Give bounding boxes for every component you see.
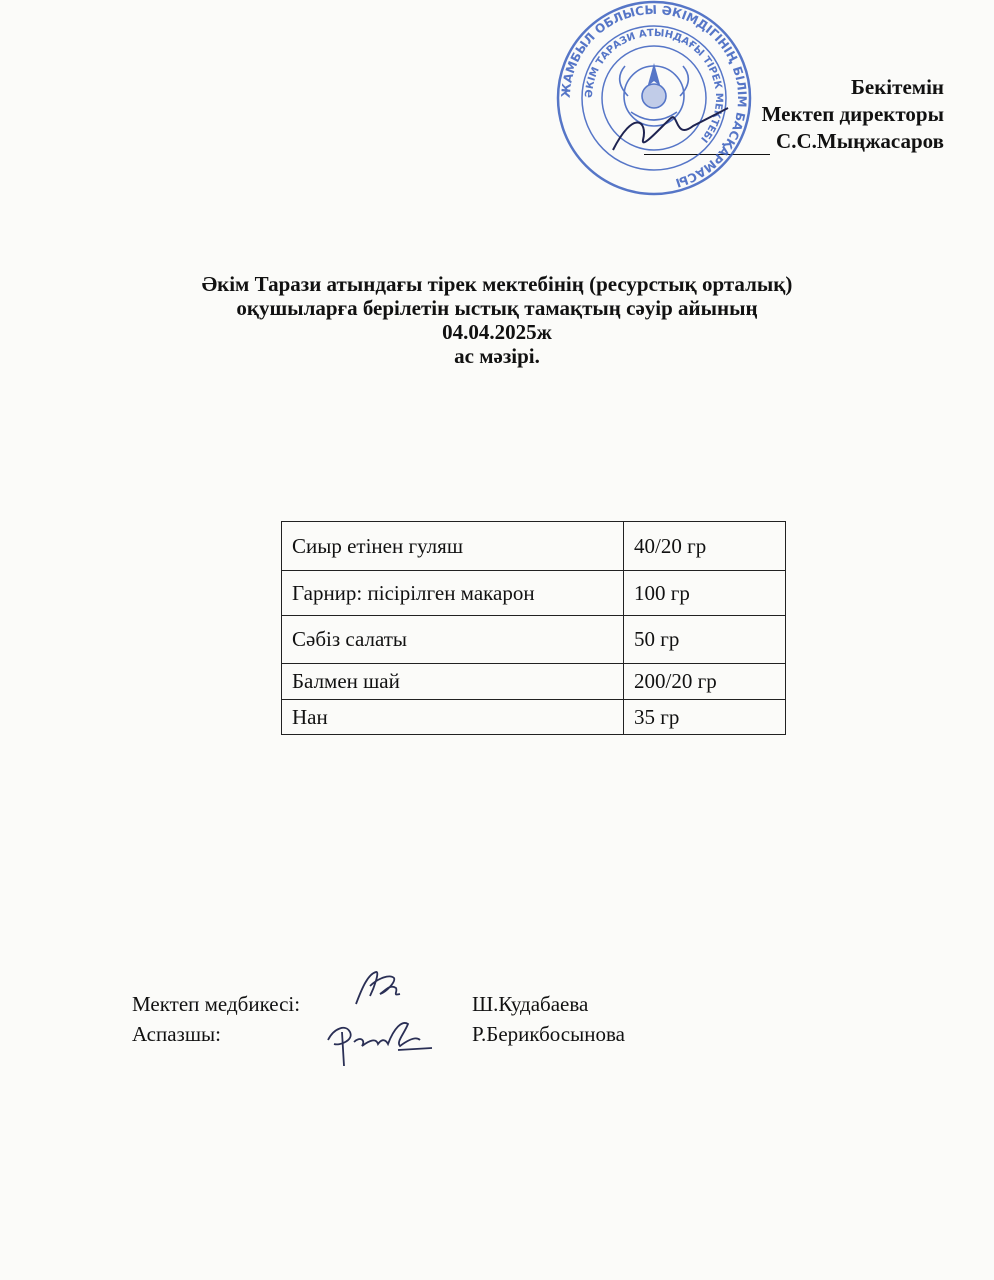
portion-cell: 35 гр: [624, 700, 786, 735]
dish-cell: Балмен шай: [282, 664, 624, 700]
table-row: [282, 616, 786, 664]
emblem-icon: [620, 66, 689, 126]
table-row: [282, 571, 786, 616]
nurse-signature-icon: [350, 968, 406, 1008]
dish-cell: Сәбіз салаты: [282, 616, 624, 664]
title-line-1: Әкім Тарази атындағы тірек мектебінің (ресурстық орталық): [201, 272, 793, 296]
portion-cell: 100 гр: [624, 571, 786, 616]
stamp-inner-text: ӘКІМ ТАРАЗИ АТЫНДАҒЫ ТІРЕК МЕКТЕБІ: [583, 27, 725, 145]
menu-title: [100, 272, 894, 368]
title-line-4: ас мәзірі.: [454, 344, 540, 368]
portion-cell: 50 гр: [624, 616, 786, 664]
director-name: С.С.Мыңжасаров: [776, 129, 944, 153]
table-row: [282, 522, 786, 571]
director-title: Мектеп директоры: [761, 102, 944, 126]
menu-table: [281, 521, 786, 735]
table-row: [282, 664, 786, 700]
cook-signature-icon: [320, 1010, 436, 1070]
title-date: 04.04.2025ж: [442, 320, 552, 344]
portion-cell: 200/20 гр: [624, 664, 786, 700]
nurse-name: Ш.Кудабаева: [472, 992, 589, 1016]
dish-cell: Нан: [282, 700, 624, 735]
table-row: [282, 700, 786, 735]
nurse-role: Мектеп медбикесі:: [132, 992, 301, 1016]
dish-cell: Гарнир: пісірілген макарон: [282, 571, 624, 616]
title-line-2: оқушыларға берілетін ыстық тамақтың сәуір айының: [236, 296, 758, 320]
school-stamp-seal: [553, 0, 755, 196]
stamp-outer-text: ЖАМБЫЛ ОБЛЫСЫ ӘКІМДІГІНІҢ БІЛІМ БАСҚАРМАСЫ: [558, 2, 750, 191]
cook-name: Р.Берикбосынова: [472, 1022, 625, 1046]
portion-cell: 40/20 гр: [624, 522, 786, 571]
dish-cell: Сиыр етінен гуляш: [282, 522, 624, 571]
approval-label: Бекітемін: [850, 75, 944, 99]
cook-role: Аспазшы:: [132, 1022, 221, 1046]
